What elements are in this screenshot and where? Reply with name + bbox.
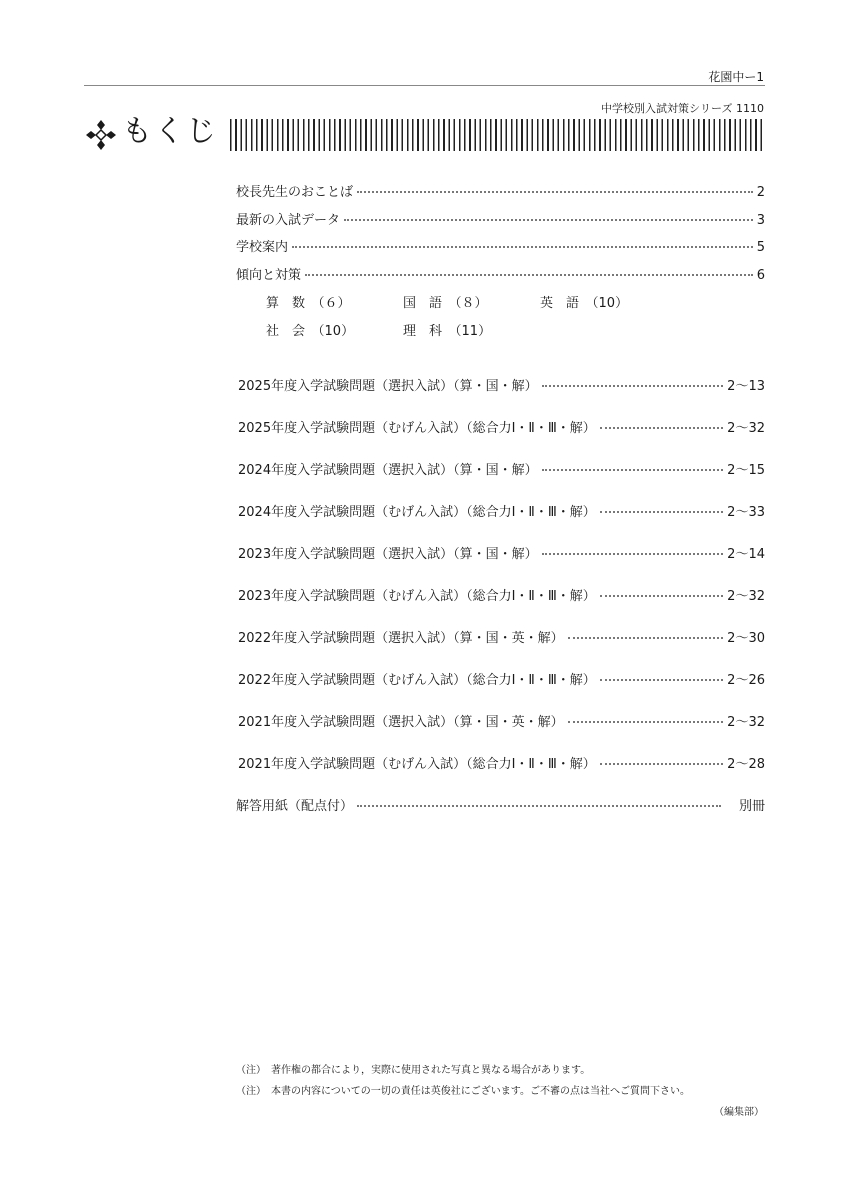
- subject-item[interactable]: [266, 320, 354, 339]
- exam-label: 2024年度入学試験問題（選択入試）（算・国・解）: [238, 463, 538, 478]
- subject-name: 理 科: [403, 324, 443, 339]
- exam-page: 2～32: [727, 715, 765, 730]
- exam-row[interactable]: [238, 543, 765, 563]
- toc-page: 6: [756, 268, 765, 283]
- toc-row[interactable]: [236, 209, 765, 229]
- leader-dots: [600, 763, 723, 765]
- footnote: （注） 著作権の都合により，実際に使用された写真と異なる場合があります。: [236, 1065, 591, 1076]
- exam-row[interactable]: [238, 501, 765, 521]
- leader-dots: [542, 385, 724, 387]
- subject-item[interactable]: [403, 292, 488, 311]
- leader-dots: [357, 191, 753, 193]
- leader-dots: [600, 427, 723, 429]
- subject-item[interactable]: [266, 292, 351, 311]
- leader-dots: [600, 679, 723, 681]
- subject-item[interactable]: [540, 292, 628, 311]
- toc-label: 学校案内: [236, 240, 289, 255]
- subject-name: 算 数: [266, 296, 306, 311]
- exam-page: 2～26: [727, 673, 765, 688]
- diamond-cluster-icon: [84, 118, 118, 152]
- exam-row[interactable]: [238, 753, 765, 773]
- subject-page: （８）: [455, 296, 488, 311]
- title-stripes: [230, 119, 765, 151]
- subject-item[interactable]: [403, 320, 491, 339]
- answer-sheet-page: 別冊: [738, 799, 765, 814]
- exam-row[interactable]: [238, 417, 765, 437]
- exam-page: 2～32: [727, 421, 765, 436]
- exam-row[interactable]: [238, 459, 765, 479]
- toc-row[interactable]: [236, 236, 765, 256]
- exam-page: 2～14: [727, 547, 765, 562]
- leader-dots: [542, 553, 724, 555]
- toc-label: 校長先生のおことば: [236, 185, 354, 200]
- editor-credit: （編集部）: [714, 1107, 764, 1118]
- series-label: 中学校別入試対策シリーズ 1110: [601, 102, 764, 115]
- toc-page: 3: [756, 213, 765, 228]
- subject-page: （10）: [318, 324, 355, 339]
- exam-label: 2023年度入学試験問題（むげん入試）（総合力Ⅰ・Ⅱ・Ⅲ・解）: [238, 589, 596, 604]
- toc-label: 最新の入試データ: [236, 213, 341, 228]
- leader-dots: [542, 469, 724, 471]
- leader-dots: [568, 637, 724, 639]
- exam-label: 2025年度入学試験問題（選択入試）（算・国・解）: [238, 379, 538, 394]
- answer-sheet-label: 解答用紙（配点付）: [236, 799, 354, 814]
- exam-page: 2～30: [727, 631, 765, 646]
- exam-row[interactable]: [238, 585, 765, 605]
- subject-page: （10）: [592, 296, 629, 311]
- toc-row[interactable]: [236, 264, 765, 284]
- leader-dots: [600, 511, 723, 513]
- subject-page: （11）: [455, 324, 492, 339]
- exam-page: 2～13: [727, 379, 765, 394]
- leader-dots: [600, 595, 723, 597]
- exam-label: 2023年度入学試験問題（選択入試）（算・国・解）: [238, 547, 538, 562]
- exam-row[interactable]: [238, 669, 765, 689]
- top-rule: [84, 85, 765, 86]
- toc-page: 5: [756, 240, 765, 255]
- toc-label: 傾向と対策: [236, 268, 302, 283]
- exam-label: 2022年度入学試験問題（むげん入試）（総合力Ⅰ・Ⅱ・Ⅲ・解）: [238, 673, 596, 688]
- toc-row[interactable]: [236, 181, 765, 201]
- toc-page: 2: [756, 185, 765, 200]
- exam-row[interactable]: [238, 711, 765, 731]
- footnote: （注） 本書の内容についての一切の責任は英俊社にございます。ご不審の点は当社へご質問下さい。: [236, 1086, 690, 1097]
- subject-name: 国 語: [403, 296, 443, 311]
- exam-page: 2～15: [727, 463, 765, 478]
- leader-dots: [292, 246, 753, 248]
- page-label: 花園中ー1: [708, 70, 764, 84]
- subject-name: 英 語: [540, 296, 580, 311]
- answer-sheet-row[interactable]: [236, 795, 765, 815]
- leader-dots: [568, 721, 724, 723]
- page-title: もくじ: [122, 114, 218, 149]
- subject-page: （６）: [318, 296, 351, 311]
- title-row: [84, 112, 765, 152]
- exam-label: 2024年度入学試験問題（むげん入試）（総合力Ⅰ・Ⅱ・Ⅲ・解）: [238, 505, 596, 520]
- exam-page: 2～28: [727, 757, 765, 772]
- exam-label: 2021年度入学試験問題（選択入試）（算・国・英・解）: [238, 715, 564, 730]
- exam-label: 2025年度入学試験問題（むげん入試）（総合力Ⅰ・Ⅱ・Ⅲ・解）: [238, 421, 596, 436]
- subject-name: 社 会: [266, 324, 306, 339]
- leader-dots: [357, 805, 721, 807]
- leader-dots: [344, 219, 753, 221]
- exam-label: 2022年度入学試験問題（選択入試）（算・国・英・解）: [238, 631, 564, 646]
- exam-page: 2～32: [727, 589, 765, 604]
- exam-row[interactable]: [238, 627, 765, 647]
- exam-row[interactable]: [238, 375, 765, 395]
- leader-dots: [305, 274, 753, 276]
- exam-label: 2021年度入学試験問題（むげん入試）（総合力Ⅰ・Ⅱ・Ⅲ・解）: [238, 757, 596, 772]
- exam-page: 2～33: [727, 505, 765, 520]
